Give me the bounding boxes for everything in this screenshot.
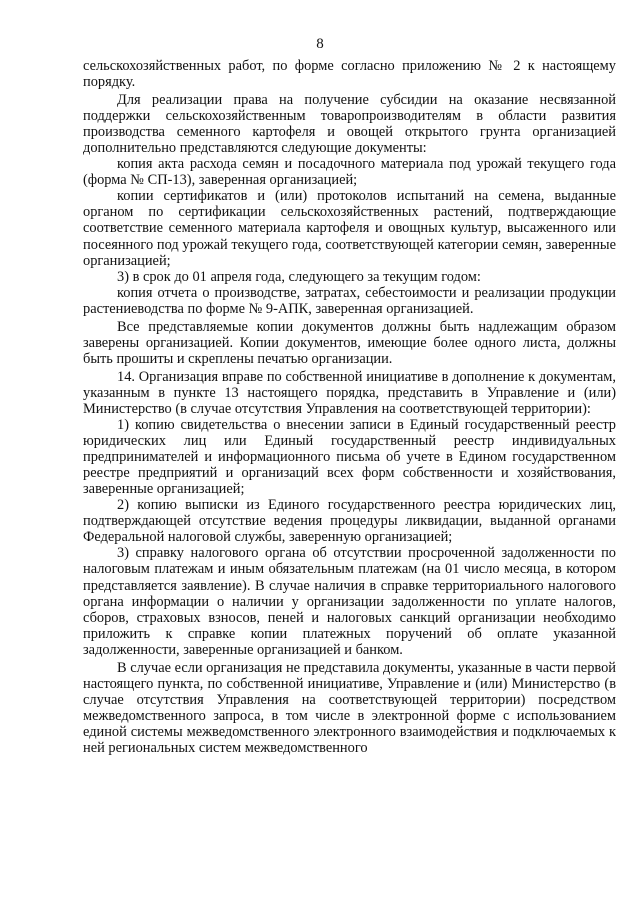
paragraph-point-14: 14. Организация вправе по собственной инициативе в дополнение к документам, указанным в пункте 13 настоящего порядка, представить в Управление и (или) Министерство (в случае отсутствия Управления на соответствующей территории): xyxy=(83,368,616,417)
paragraph-subsidy-documents: Для реализации права на получение субсидии на оказание несвязанной поддержки сельскохозяйственным товаропроизводителям в области развития производства семенного картофеля и овощей открытого грунта организацией дополнительно представляются следующие документы: xyxy=(83,92,616,157)
paragraph-14-item-3: 3) справку налогового органа об отсутствии просроченной задолженности по налоговым платежам и иным обязательным платежам (на 01 число месяца, в котором представляется заявление). В случае наличия в справке территориального налогового органа информации о наличии у организации задолженности по уплате налогов, сборов, страховых взносов, пеней и налоговых санкций организации необходимо приложить к справке копии платежных поручений об оплате указанной задолженности, заверенные организацией и банком. xyxy=(83,545,616,658)
paragraph-certified-copies: Все представляемые копии документов должны быть надлежащим образом заверены организацией. Копии документов, имеющие более одного листа, должны быть прошиты и скреплены печатью организации. xyxy=(83,318,616,367)
paragraph-act-copy: копия акта расхода семян и посадочного материала под урожай текущего года (форма № СП-13), заверенная организацией; xyxy=(83,156,616,189)
paragraph-interagency-request: В случае если организация не представила документы, указанные в части первой настоящего пункта, по собственной инициативе, Управление и (или) Министерство (в случае отсутствия Управления на соответствующей территории) посредством межведомственного запроса, в том числе в электронной форме с использованием единой системы межведомственного электронного взаимодействия и подключаемых к ней региональных систем межведомственного xyxy=(83,659,616,756)
paragraph-14-item-1: 1) копию свидетельства о внесении записи в Единый государственный реестр юридических лиц или Единый государственный реестр индивидуальных предпринимателей и информационного письма об учете в Едином государственном реестре предприятий и организаций всех форм собственности и хозяйствования, заверенные организацией; xyxy=(83,417,616,498)
document-body xyxy=(83,58,616,756)
paragraph-certificates: копии сертификатов и (или) протоколов испытаний на семена, выданные органом по сертификации сельскохозяйственных растений, подтверждающие соответствие семенного материала картофеля и овощных культур, высаженного или посеянного под урожай текущего года, соответствующей категории семян, заверенные организацией; xyxy=(83,188,616,269)
paragraph-report-copy: копия отчета о производстве, затратах, себестоимости и реализации продукции растениеводства по форме № 9-АПК, заверенная организацией. xyxy=(83,284,616,317)
paragraph-item-3-deadline: 3) в срок до 01 апреля года, следующего за текущим годом: xyxy=(117,268,481,285)
paragraph-14-item-2: 2) копию выписки из Единого государственного реестра юридических лиц, подтверждающей отсутствие ведения процедуры ликвидации, выданной органами Федеральной налоговой службы, заверенную организацией; xyxy=(83,497,616,546)
paragraph-continuation: сельскохозяйственных работ, по форме согласно приложению № 2 к настоящему порядку. xyxy=(83,58,616,91)
page-number: 8 xyxy=(316,36,324,52)
